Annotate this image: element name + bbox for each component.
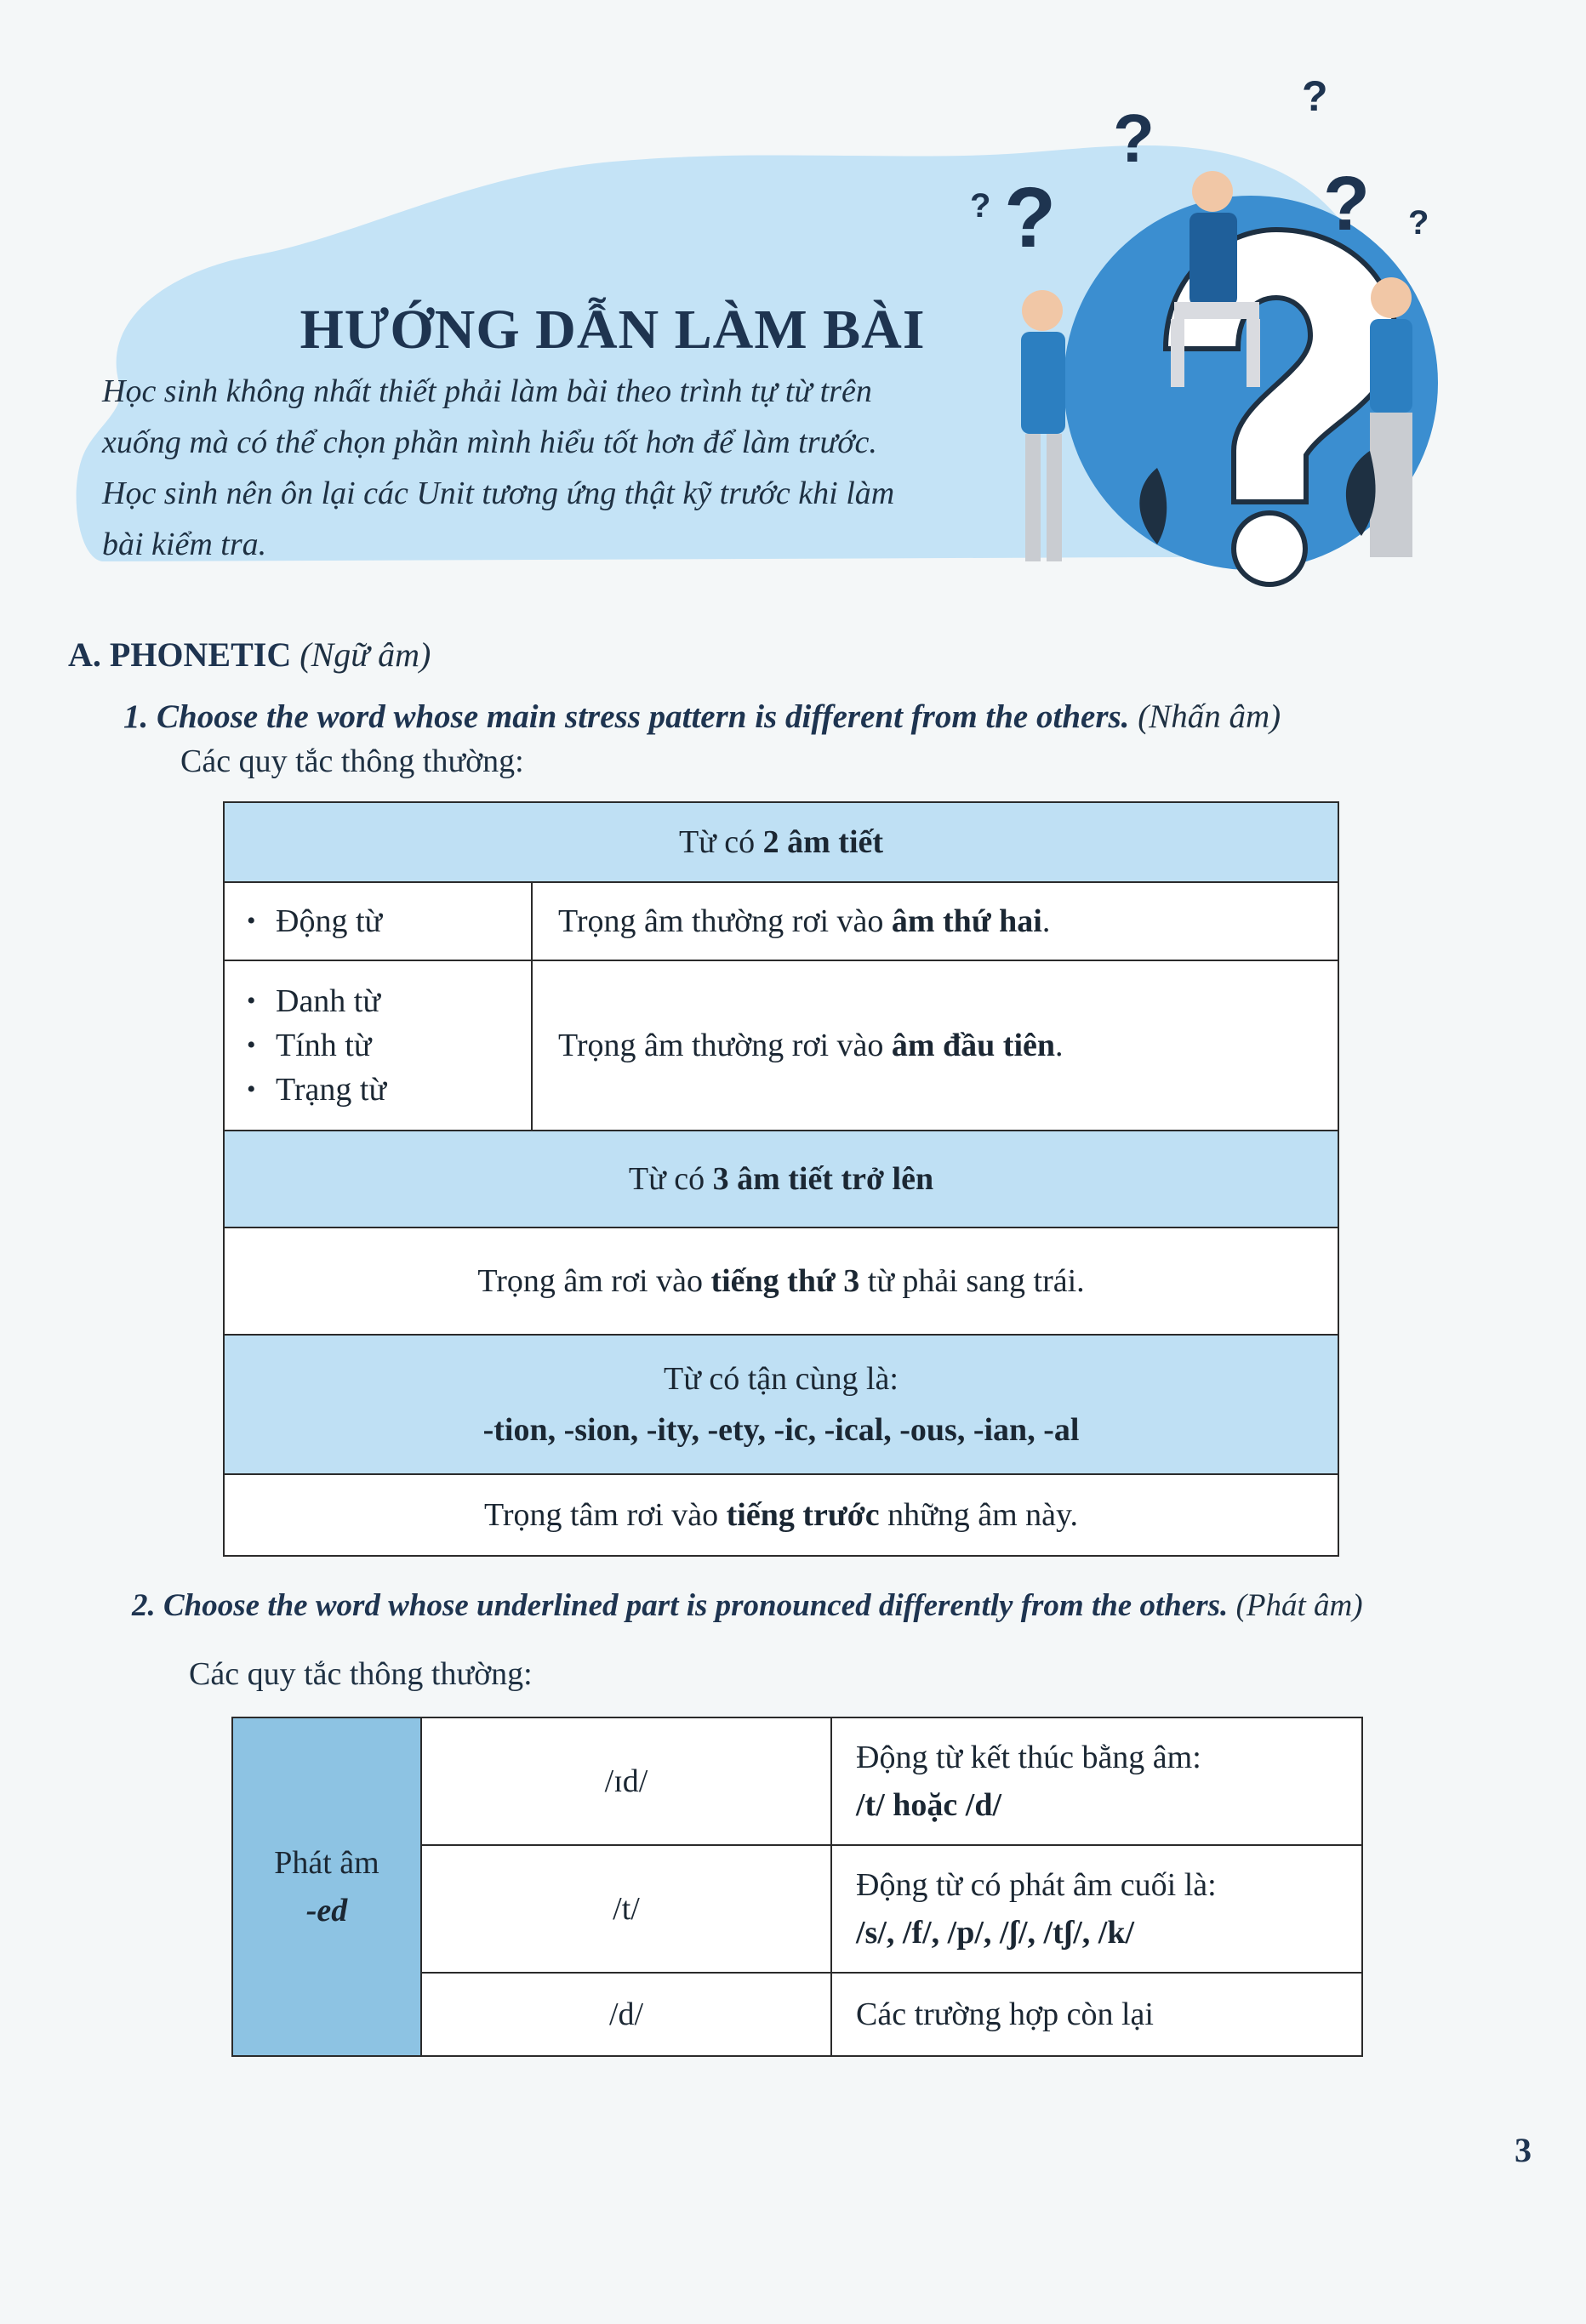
stress-rules-table [223, 801, 1339, 1557]
banner-line: Học sinh nên ôn lại các Unit tương ứng thật kỹ trước khi làm [102, 476, 895, 511]
banner-line: xuống mà có thể chọn phần mình hiểu tốt hơn để làm trước. [102, 424, 877, 460]
rule-d-line1: Các trường hợp còn lại [856, 1996, 1154, 2032]
section-a-heading [68, 635, 431, 675]
noun-adj-adv-cell [224, 960, 532, 1131]
noun-label: • Danh từ [276, 979, 531, 1023]
suffix-list: -tion, -sion, -ity, -ety, -ic, -ical, -ous, -ian, -al [482, 1412, 1080, 1448]
question-mark-icon: ? [1113, 100, 1155, 176]
sound-d-cell [421, 1973, 831, 2056]
question-2-number: 2. [132, 1588, 156, 1623]
question-mark-icon: ? [970, 187, 991, 225]
question-1-text: Choose the word whose main stress pattern is different from the others. [157, 698, 1130, 735]
suffix-cell [224, 1335, 1338, 1474]
section-a-label: A. PHONETIC [68, 635, 292, 674]
question-mark-icon: ? [1302, 72, 1328, 120]
question-2-title [132, 1587, 1363, 1624]
rule-id-cell [831, 1717, 1362, 1845]
sound-t: /t/ [613, 1891, 640, 1927]
verb-cell [224, 882, 532, 960]
ed-pronunciation-table [231, 1717, 1363, 2057]
question-2-text: Choose the word whose underlined part is pronounced differently from the others. [163, 1588, 1229, 1623]
two-syllable-header: Từ có 2 âm tiết [224, 802, 1338, 882]
ed-label-line2: -ed [305, 1893, 348, 1928]
sound-id: /ɪd/ [604, 1763, 648, 1799]
question-1-number: 1. [123, 698, 149, 735]
rule-id-line1: Động từ kết thúc bằng âm: [856, 1740, 1201, 1775]
adjective-label: • Tính từ [276, 1023, 531, 1068]
person-right-icon [1370, 277, 1412, 557]
question-mark-icon: ? [1323, 162, 1370, 247]
verb-rule-cell: Trọng âm thường rơi vào âm thứ hai. [532, 882, 1338, 960]
ed-label-cell [232, 1717, 421, 2056]
rule-t-line1: Động từ có phát âm cuối là: [856, 1867, 1217, 1903]
suffix-intro: Từ có tận cùng là: [664, 1361, 899, 1397]
banner-line: Học sinh không nhất thiết phải làm bài theo trình tự từ trên [102, 373, 872, 409]
banner-text [102, 366, 1072, 570]
rule-id-line2: /t/ hoặc /d/ [856, 1787, 1002, 1823]
page-number: 3 [1515, 2131, 1532, 2169]
verb-label: • Động từ [276, 899, 531, 943]
question-mark-icon: ? [1408, 204, 1429, 242]
adverb-label: • Trạng từ [276, 1068, 531, 1112]
banner-title: HƯỚNG DẪN LÀM BÀI [300, 299, 926, 361]
sound-t-cell [421, 1845, 831, 1973]
sound-d: /d/ [608, 1996, 644, 2032]
section-a-sub: (Ngữ âm) [300, 635, 431, 674]
question-1-note: (Nhấn âm) [1138, 698, 1281, 735]
big-question-dot [1234, 513, 1305, 584]
sound-id-cell [421, 1717, 831, 1845]
question-1-title [123, 698, 1281, 736]
rule-t-cell [831, 1845, 1362, 1973]
three-syllable-rule: Trọng âm rơi vào tiếng thứ 3 từ phải sang trái. [224, 1228, 1338, 1335]
noun-rule-cell: Trọng âm thường rơi vào âm đầu tiên. [532, 960, 1338, 1131]
banner-line: bài kiểm tra. [102, 527, 267, 562]
question-mark-icon: ? [1004, 170, 1057, 265]
ed-label-line1: Phát âm [274, 1845, 379, 1881]
three-syllable-header: Từ có 3 âm tiết trở lên [224, 1131, 1338, 1228]
rule-d-cell [831, 1973, 1362, 2056]
suffix-rule: Trọng tâm rơi vào tiếng trước những âm này. [224, 1474, 1338, 1556]
instructions-banner [68, 72, 1463, 604]
question-2-note: (Phát âm) [1235, 1588, 1363, 1623]
rule-t-line2: /s/, /f/, /p/, /ʃ/, /tʃ/, /k/ [856, 1915, 1135, 1951]
question-2-subtitle: Các quy tắc thông thường: [189, 1656, 533, 1692]
question-1-subtitle: Các quy tắc thông thường: [180, 743, 524, 779]
